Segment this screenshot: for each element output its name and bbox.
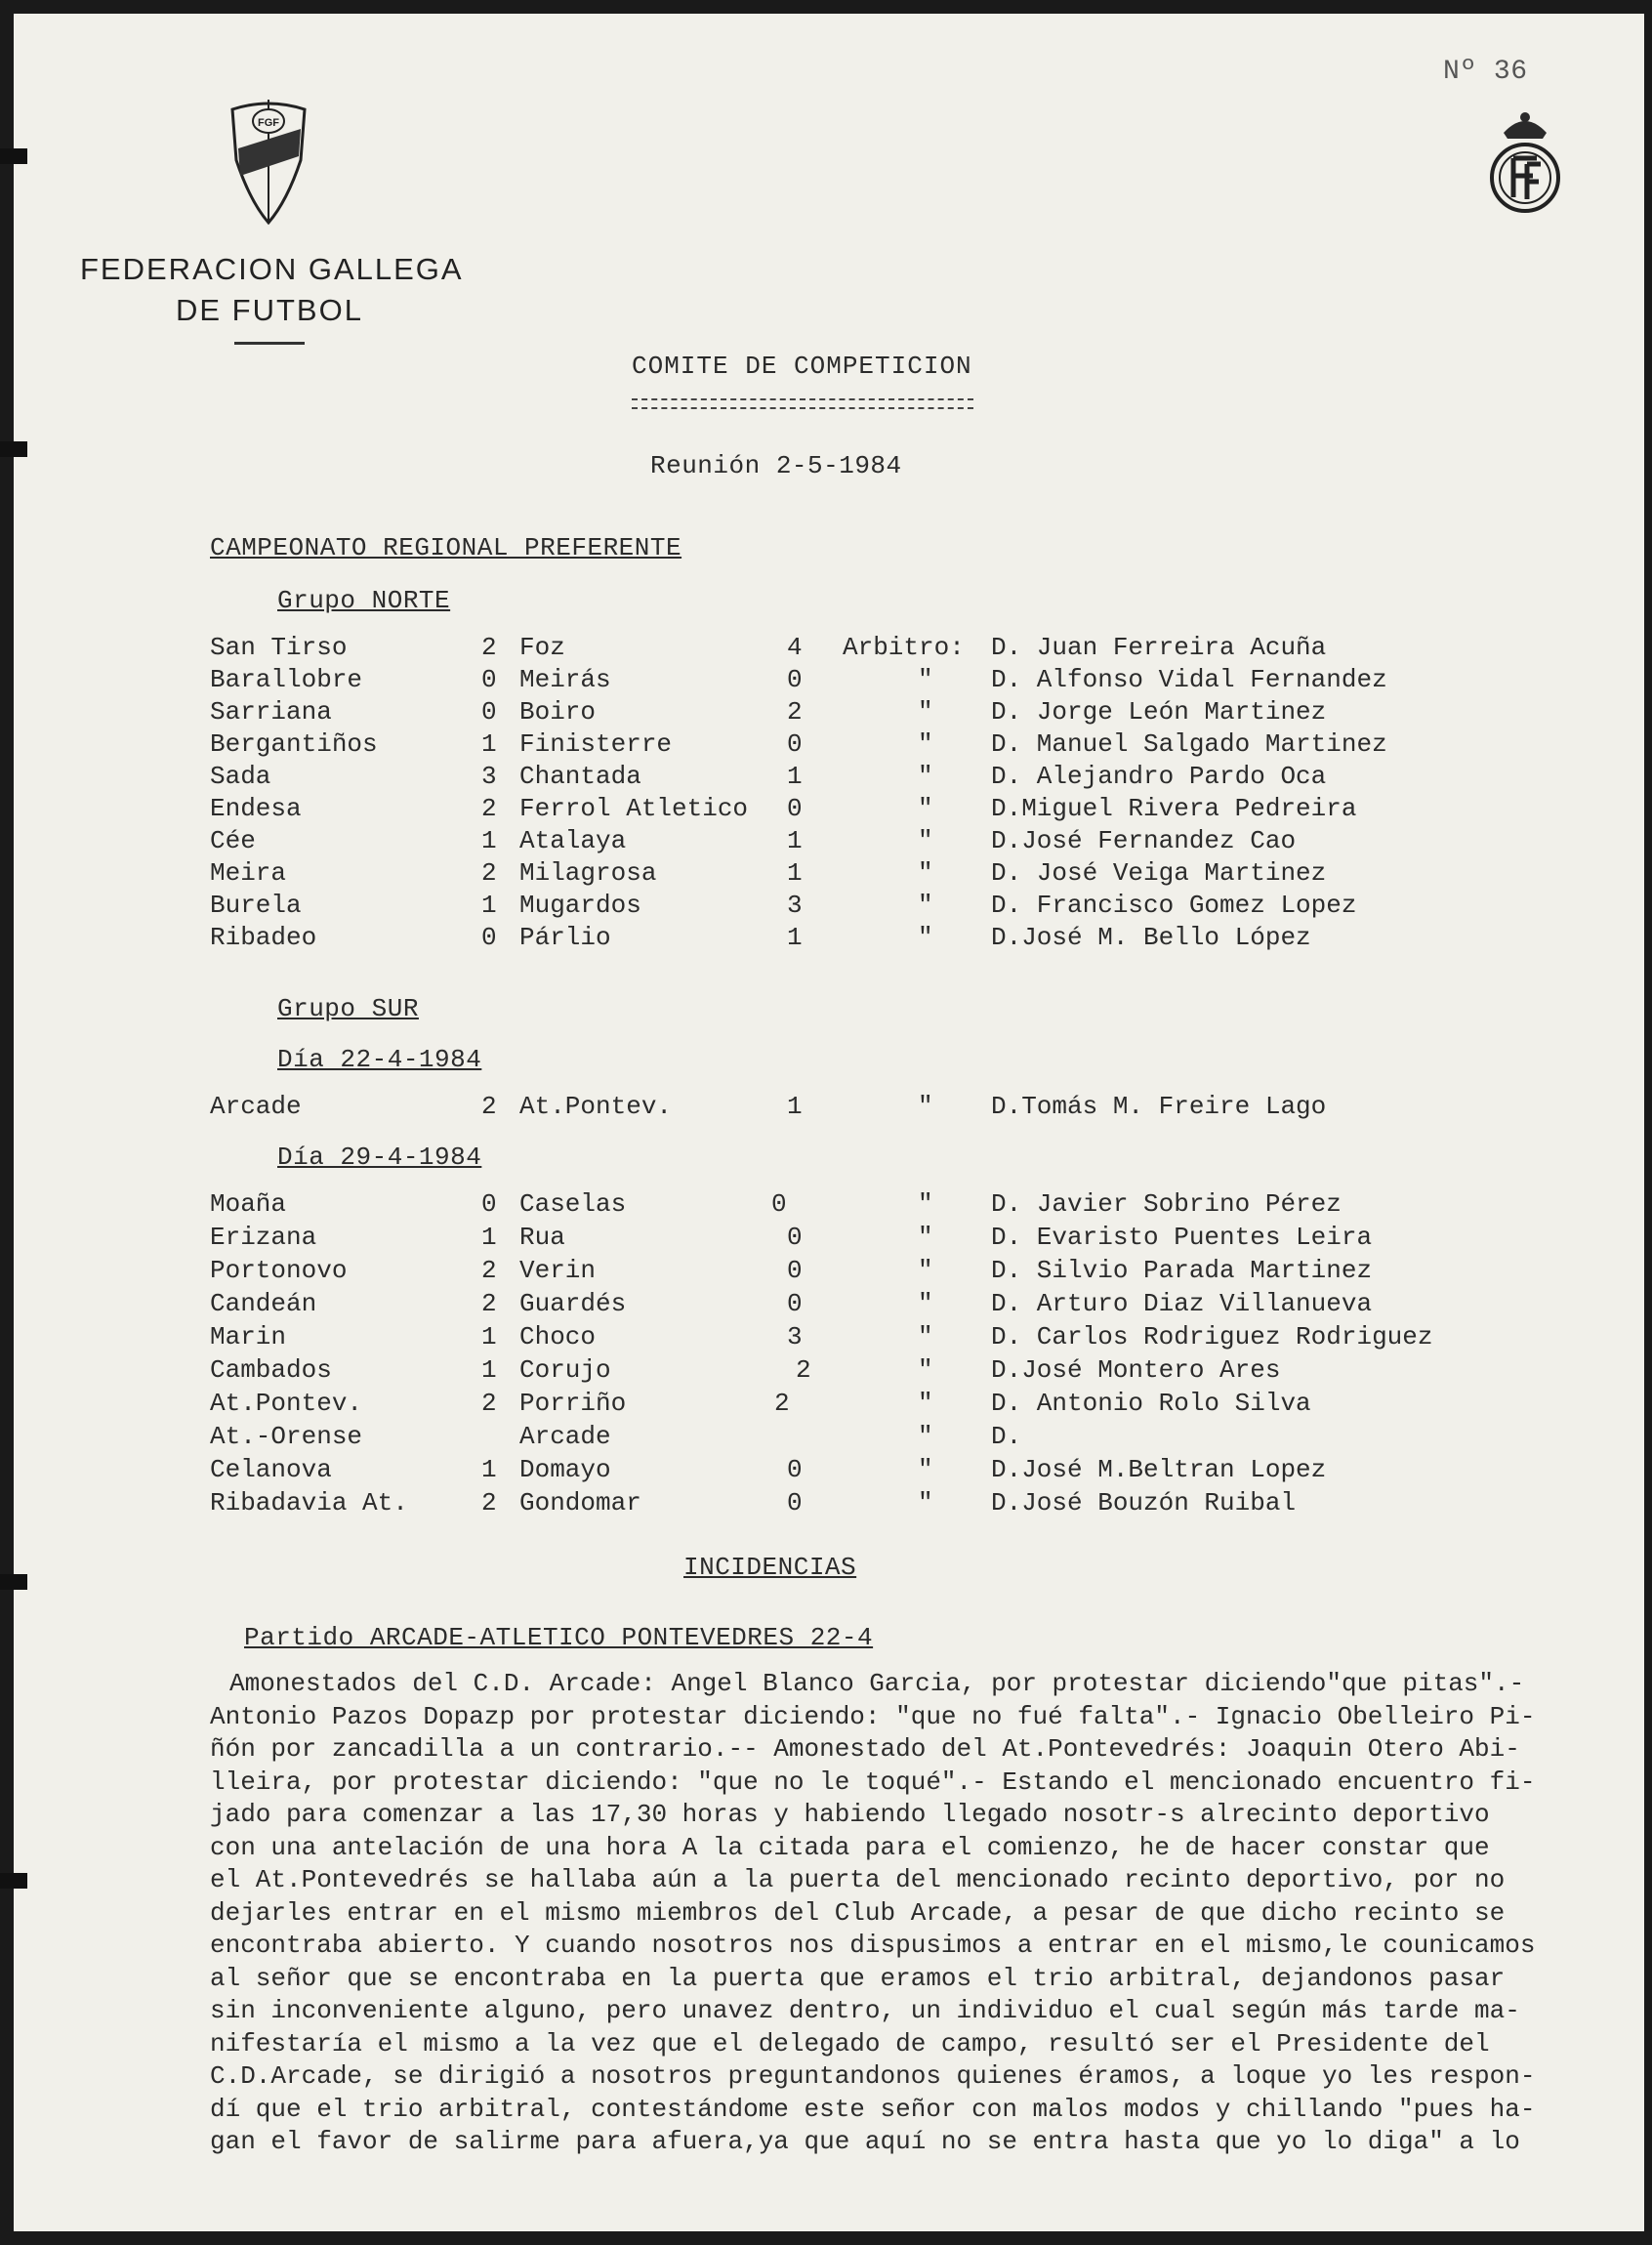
match-incident-title: Partido ARCADE-ATLETICO PONTEVEDRES 22-4 <box>244 1623 874 1652</box>
incidents-title: INCIDENCIAS <box>683 1553 857 1582</box>
match-row: At.Pontev. 2 Porriño 2 " D. Antonio Rolo Silva <box>210 1389 1311 1418</box>
match-row: Endesa 2 Ferrol Atletico 0 " D.Miguel Rivera Pedreira <box>210 794 1357 823</box>
championship-title: CAMPEONATO REGIONAL PREFERENTE <box>210 533 682 562</box>
match-row: Burela 1 Mugardos 3 " D. Francisco Gomez Lopez <box>210 891 1357 920</box>
match-row: Sada 3 Chantada 1 " D. Alejandro Pardo Oca <box>210 762 1327 791</box>
match-row: San Tirso 2 Foz 4 Arbitro: D. Juan Ferreira Acuña <box>210 633 1327 662</box>
match-row: Moaña 0 Caselas 0 " D. Javier Sobrino Pérez <box>210 1189 1342 1219</box>
report-line: el At.Pontevedrés se hallaba aún a la puerta del mencionado recinto deportivo, por no <box>210 1865 1506 1894</box>
binder-hole <box>0 1873 27 1889</box>
logo-divider <box>234 342 305 345</box>
match-row: Sarriana 0 Boiro 2 " D. Jorge León Martinez <box>210 697 1327 727</box>
report-line: Antonio Pazos Dopazp por protestar diciendo: "que no fué falta".- Ignacio Obelleiro Pi- <box>210 1701 1536 1731</box>
match-row: At.-Orense Arcade " D. <box>210 1422 1022 1451</box>
match-row: Ribadavia At. 2 Gondomar 0 " D.José Bouzón Ruibal <box>210 1488 1297 1517</box>
match-row: Erizana 1 Rua 0 " D. Evaristo Puentes Leira <box>210 1223 1373 1252</box>
report-line: jado para comenzar a las 17,30 horas y habiendo llegado nosotr-s alrecinto deportivo <box>210 1800 1490 1829</box>
binder-hole <box>0 148 27 164</box>
south-day1-title: Día 22-4-1984 <box>277 1045 482 1074</box>
match-row: Candeán 2 Guardés 0 " D. Arturo Diaz Villanueva <box>210 1289 1373 1318</box>
title-double-rule <box>632 398 973 409</box>
report-line: dí que el trio arbitral, contestándome este señor con malos modos y chillando "pues ha- <box>210 2094 1536 2124</box>
match-row: Cée 1 Atalaya 1 " D.José Fernandez Cao <box>210 826 1297 855</box>
report-line: con una antelación de una hora A la citada para el comienzo, he de hacer constar que <box>210 1832 1490 1862</box>
report-line: Amonestados del C.D. Arcade: Angel Blanco Garcia, por protestar diciendo"que pitas".- <box>229 1669 1525 1698</box>
report-line: lleira, por protestar diciendo: "que no le toqué".- Estando el mencionado encuentro fi- <box>210 1767 1536 1797</box>
report-line: dejarles entrar en el mismo miembros del Club Arcade, a pesar de que dicho recinto se <box>210 1897 1506 1928</box>
report-line: al señor que se encontraba en la puerta que eramos el trio arbitral, dejandonos pasar <box>210 1963 1506 1993</box>
south-day2-title: Día 29-4-1984 <box>277 1143 482 1172</box>
match-row: Cambados 1 Corujo 2 " D.José Montero Ares <box>210 1355 1281 1385</box>
shield-letters: FGF <box>258 117 279 129</box>
federation-crest-icon <box>1484 107 1566 219</box>
report-line: nifestaría el mismo a la vez que el delegado de campo, resultó ser el Presidente del <box>210 2028 1490 2058</box>
match-row: Portonovo 2 Verin 0 " D. Silvio Parada Martinez <box>210 1256 1373 1285</box>
report-line: sin inconveniente alguno, pero unavez dentro, un individuo el cual según más tarde ma- <box>210 1996 1520 2025</box>
match-row: Arcade 2 At.Pontev. 1 " D.Tomás M. Freire Lago <box>210 1092 1327 1121</box>
meeting-date: Reunión 2-5-1984 <box>650 451 902 480</box>
federation-shield-icon <box>227 92 310 227</box>
binder-hole <box>0 441 27 457</box>
match-row: Ribadeo 0 Párlio 1 " D.José M. Bello López <box>210 923 1311 952</box>
report-line: encontraba abierto. Y cuando nosotros nos dispusimos a entrar en el mismo,le counicamos <box>210 1931 1536 1960</box>
match-row: Bergantiños 1 Finisterre 0 " D. Manuel Salgado Martinez <box>210 729 1387 759</box>
match-row: Meira 2 Milagrosa 1 " D. José Veiga Martinez <box>210 858 1327 888</box>
report-line: C.D.Arcade, se dirigió a nosotros preguntandonos quienes éramos, a loque yo les respon- <box>210 2061 1536 2091</box>
committee-title: COMITE DE COMPETICION <box>632 352 972 381</box>
group-north-title: Grupo NORTE <box>277 586 451 615</box>
federation-name-line1: FEDERACION GALLEGA <box>80 252 464 286</box>
binder-hole <box>0 1574 27 1590</box>
report-line: gan el favor de salirme para afuera,ya que aquí no se entra hasta que yo lo diga" a lo <box>210 2127 1520 2156</box>
match-row: Barallobre 0 Meirás 0 " D. Alfonso Vidal Fernandez <box>210 665 1387 694</box>
report-line: ñón por zancadilla a un contrario.-- Amonestado del At.Pontevedrés: Joaquin Otero Abi- <box>210 1734 1520 1764</box>
match-row: Celanova 1 Domayo 0 " D.José M.Beltran Lopez <box>210 1455 1327 1484</box>
federation-name-line2: DE FUTBOL <box>176 293 363 327</box>
document-number: Nº 36 <box>1443 57 1528 87</box>
group-south-title: Grupo SUR <box>277 994 419 1023</box>
incident-report <box>210 1668 1631 2159</box>
match-row: Marin 1 Choco 3 " D. Carlos Rodriguez Rodriguez <box>210 1322 1433 1351</box>
